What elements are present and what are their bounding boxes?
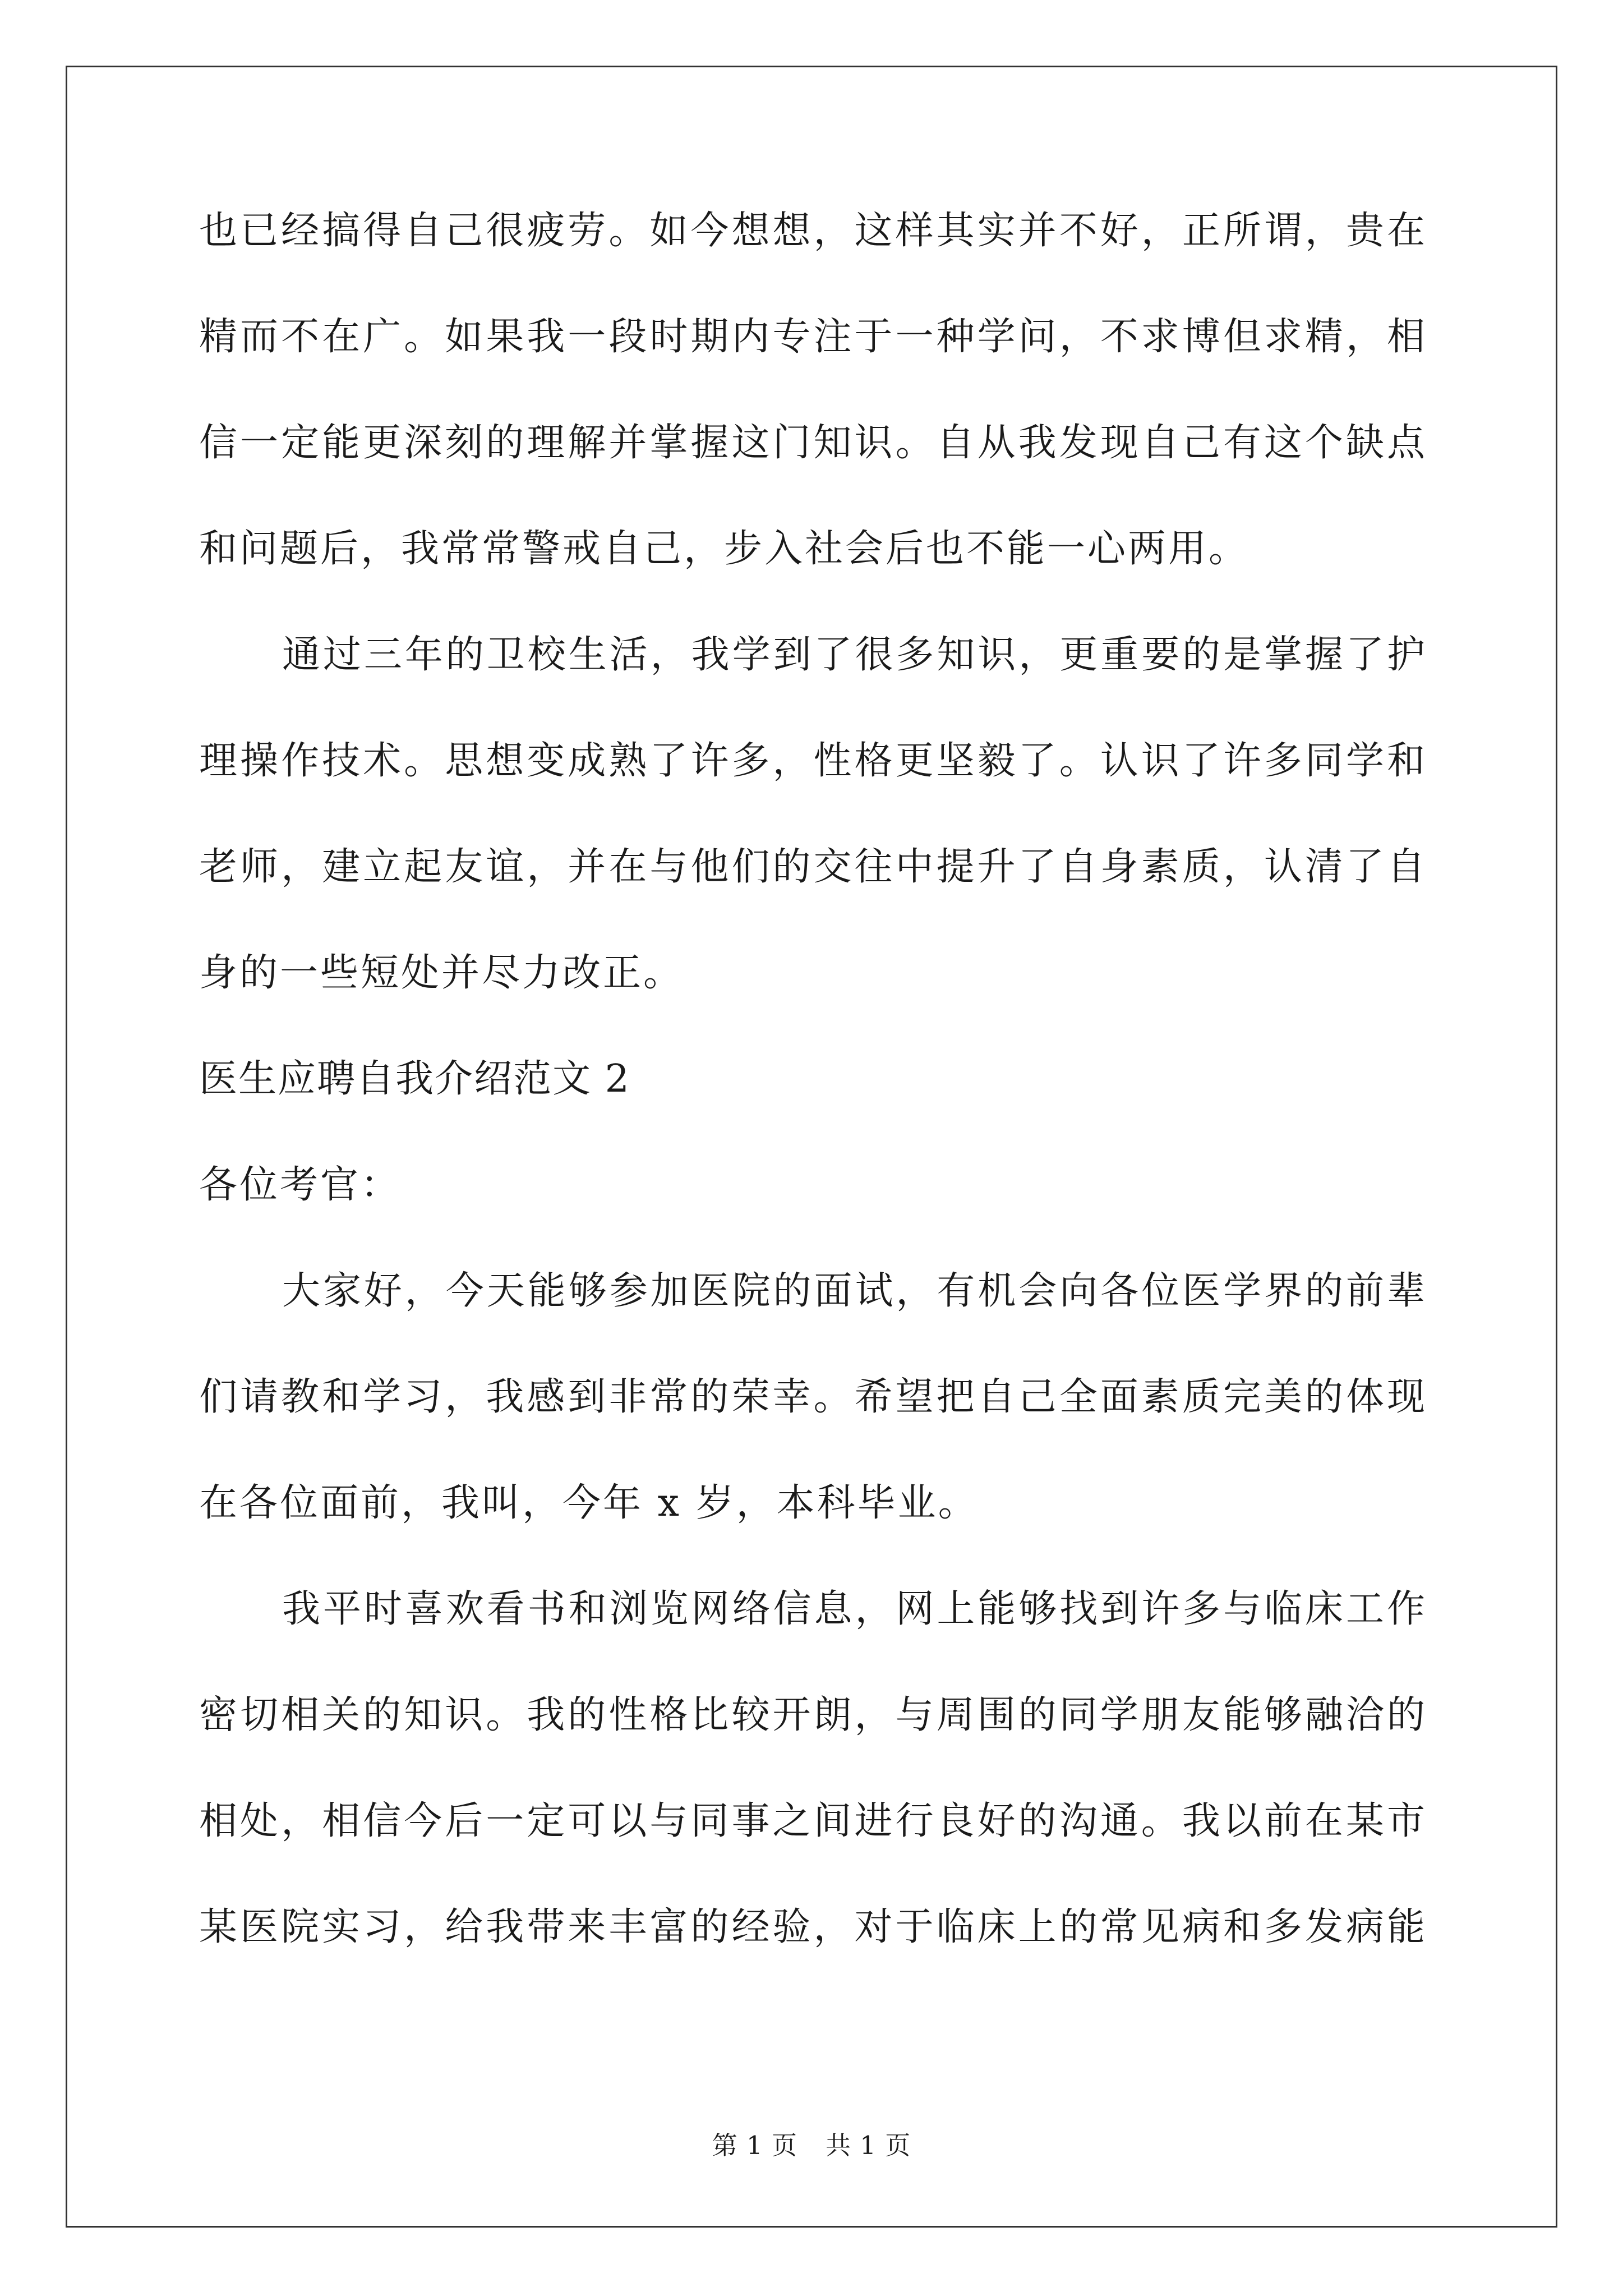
text-line: 通过三年的卫校生活，我学到了很多知识，更重要的是掌握了护 (282, 633, 1427, 677)
text-line: 密切相关的知识。我的性格比较开朗，与周围的同学朋友能够融洽的 (199, 1693, 1427, 1737)
salutation: 各位考官： (199, 1163, 402, 1207)
text-line: 们请教和学习，我感到非常的荣幸。希望把自己全面素质完美的体现 (199, 1375, 1427, 1419)
document-body (199, 209, 1427, 2014)
text-line: 理操作技术。思想变成熟了许多，性格更坚毅了。认识了许多同学和 (199, 739, 1427, 783)
text-line: 精而不在广。如果我一段时期内专注于一种学问，不求博但求精，相 (199, 315, 1427, 359)
text-line: 某医院实习，给我带来丰富的经验，对于临床上的常见病和多发病能 (199, 1905, 1427, 1949)
text-line: 也已经搞得自己很疲劳。如今想想，这样其实并不好，正所谓，贵在 (199, 209, 1427, 253)
text-line: 我平时喜欢看书和浏览网络信息，网上能够找到许多与临床工作 (282, 1587, 1427, 1631)
text-line: 和问题后，我常常警戒自己，步入社会后也不能一心两用。 (199, 527, 1249, 571)
text-line: 老师，建立起友谊，并在与他们的交往中提升了自身素质，认清了自 (199, 845, 1427, 889)
text-line: 信一定能更深刻的理解并掌握这门知识。自从我发现自己有这个缺点 (199, 421, 1427, 465)
text-line: 在各位面前，我叫，今年 x 岁，本科毕业。 (199, 1481, 979, 1525)
text-line: 大家好，今天能够参加医院的面试，有机会向各位医学界的前辈 (282, 1269, 1427, 1313)
page-total: 共 1 页 (826, 2131, 911, 2160)
section-heading: 医生应聘自我介绍范文 2 (199, 1057, 630, 1101)
text-line: 身的一些短处并尽力改正。 (199, 951, 684, 995)
text-line: 相处，相信今后一定可以与同事之间进行良好的沟通。我以前在某市 (199, 1799, 1427, 1843)
page-number: 第 1 页 (712, 2131, 797, 2160)
page-footer (0, 2133, 1623, 2158)
